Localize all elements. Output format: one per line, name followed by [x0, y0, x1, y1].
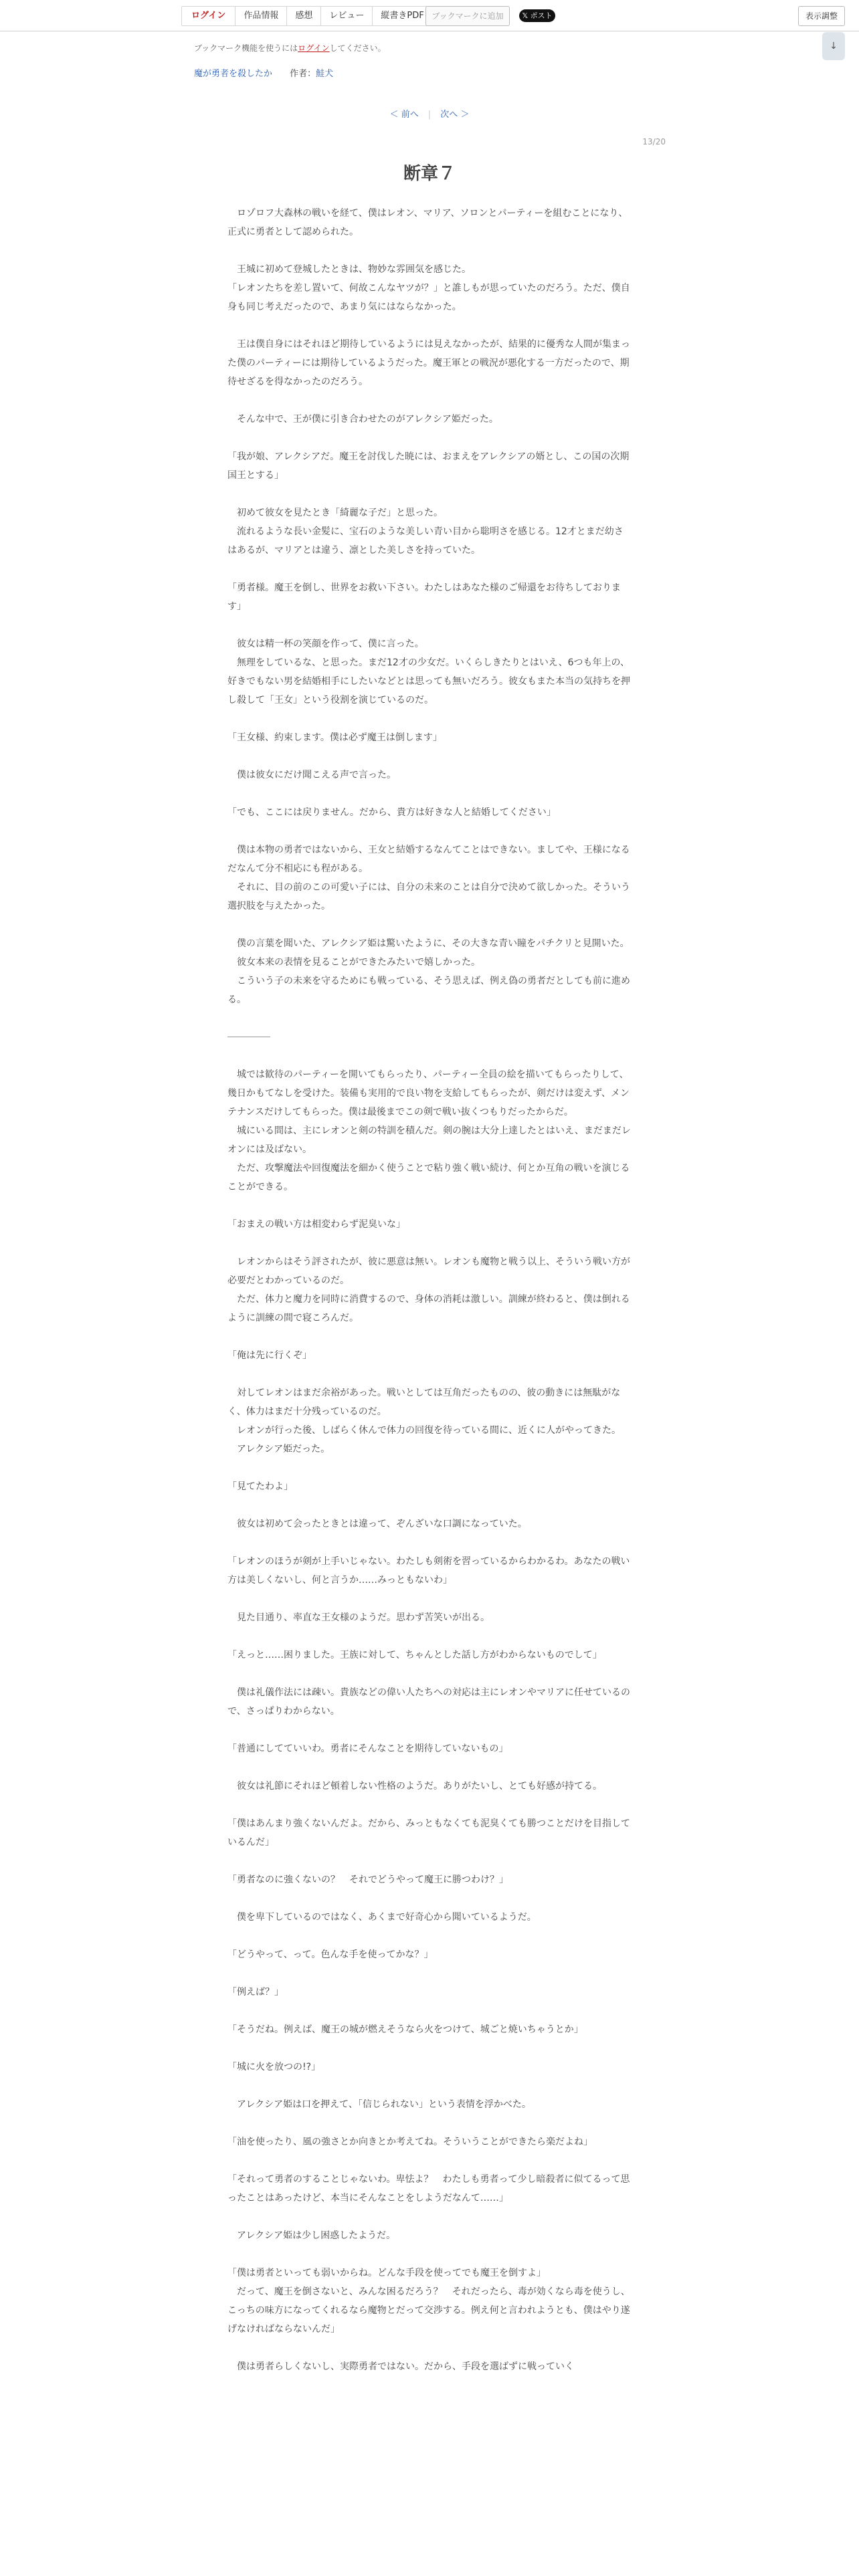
novel-paragraph: 初めて彼女を見たとき「綺麗な子だ」と思った。	[227, 508, 443, 518]
novel-paragraph: 「僕はあんまり強くないんだよ。だから、みっともなくても泥臭くても勝つことだけを目指しているんだ」	[227, 1818, 630, 1848]
blank-line	[227, 2339, 632, 2357]
next-page-link[interactable]: 次へ ＞	[440, 110, 470, 120]
novel-paragraph: 「僕は勇者といっても弱いからね。どんな手段を使ってでも魔王を倒すよ」	[227, 2268, 546, 2278]
novel-paragraph: 僕は本物の勇者ではないから、王女と結婚するなんてことはできない。ましてや、王様になるだなんて分不相応にも程がある。	[227, 845, 630, 874]
blank-line	[227, 784, 632, 803]
blank-line	[227, 616, 632, 635]
novel-paragraph: 王は僕自身にはそれほど期待しているようには見えなかったが、結果的に優秀な人間が集まった僕のパーティーには期待しているようだった。魔王軍との戦況が悪化する一方だったので、期待せざるを得なかったのだろう。	[227, 339, 630, 387]
novel-paragraph: 僕の言葉を聞いた、アレクシア姫は驚いたように、その大きな青い瞳をパチクリと見開いた。	[227, 938, 630, 949]
novel-paragraph: 僕は彼女にだけ聞こえる声で言った。	[227, 770, 396, 780]
novel-paragraph: ただ、体力と魔力を同時に消費するので、身体の消耗は激しい。訓練が終わると、僕は倒れるように訓練の間で寝ころんだ。	[227, 1294, 630, 1323]
series-title-link[interactable]: 魔が勇者を殺したか	[194, 69, 273, 79]
nav-reviews[interactable]: レビュー	[321, 7, 373, 25]
novel-paragraph: 「それって勇者のすることじゃないわ。卑怯よ？ わたしも勇者って少し暗殺者に似てるって思ったことはあったけど、本当にそんなことをしようだなんて……」	[227, 2174, 630, 2204]
blank-line	[227, 2076, 632, 2095]
blank-line	[227, 1590, 632, 1608]
blank-line	[227, 2151, 632, 2170]
blank-line	[227, 391, 632, 410]
novel-paragraph: 王城に初めて登城したときは、物妙な雰囲気を感じた。	[227, 264, 471, 275]
novel-paragraph: 「城に火を放つの!?」	[227, 2062, 321, 2072]
novel-paragraph: アレクシア姫だった。	[227, 1444, 330, 1455]
novel-paragraph: 僕は勇者らしくないし、実際勇者ではない。だから、手段を選ばずに戦っていく	[227, 2361, 574, 2372]
novel-paragraph: アレクシア姫は少し困惑したようだ。	[227, 2230, 396, 2241]
novel-paragraph: ロゾロフ大森林の戦いを経て、僕はレオン、マリア、ソロンとパーティーを組むことになり、正式に勇者として認められた。	[227, 208, 628, 237]
novel-paragraph: 「どうやって、って。色んな手を使ってかな？」	[227, 1949, 434, 1960]
chapter-title: 断章７	[403, 164, 456, 184]
novel-paragraph: 流れるような長い金髪に、宝石のような美しい青い目から聡明さを感じる。12才とまだ幼さはあるが、マリアとは違う、凛とした美しさを持っていた。	[227, 526, 624, 556]
blank-line	[227, 1047, 632, 1065]
display-settings-button[interactable]: 表示調整	[798, 6, 845, 26]
novel-paragraph: 「王女様、約束します。僕は必ず魔王は倒します」	[227, 732, 442, 743]
blank-line	[227, 1927, 632, 1945]
novel-paragraph: 「でも、ここには戻りません。だから、貴方は好きな人と結婚してください」	[227, 807, 556, 818]
blank-line	[227, 710, 632, 728]
novel-paragraph: 「例えば？」	[227, 1987, 284, 1998]
nav-impressions[interactable]: 感想	[287, 7, 321, 25]
author-label: 作者：	[290, 69, 316, 79]
x-post-button[interactable]: 𝕏 ポスト	[519, 9, 555, 22]
blank-line	[227, 1758, 632, 1777]
novel-paragraph: ただ、攻撃魔法や回復魔法を細かく使うことで粘り強く戦い続け、何とか互角の戦いを演じることができる。	[227, 1163, 630, 1192]
top-nav	[181, 6, 433, 26]
novel-paragraph: 見た目通り、率直な王女様のようだ。思わず苦笑いが出る。	[227, 1612, 490, 1623]
novel-paragraph: 「見てたわよ」	[227, 1481, 293, 1492]
series-info	[194, 66, 333, 79]
blank-line	[227, 429, 632, 447]
blank-line	[227, 485, 632, 504]
blank-line	[227, 2002, 632, 2020]
novel-paragraph: 「レオンのほうが剣が上手いじゃない。わたしも剣術を習っているからわかるわ。あなたの戦い方は美しくないし、何と言うか……みっともないわ」	[227, 1556, 630, 1586]
arrow-down-icon: ↓	[830, 41, 838, 51]
blank-line	[227, 316, 632, 335]
author-link[interactable]: 鮭犬	[316, 69, 334, 79]
blank-line	[227, 1889, 632, 1908]
novel-paragraph: だって、魔王を倒さないと、みんな困るだろう？ それだったら、毒が効くなら毒を使うし、こっちの味方になってくれるなら魔物とだって交渉する。例え何と言われようとも、僕はやり遂げなければならないんだ」	[227, 2286, 630, 2335]
novel-paragraph: レオンからはそう評されたが、彼に悪意は無い。レオンも魔物と戦う以上、そういう戦い方が必要だとわかっているのだ。	[227, 1257, 630, 1286]
top-bar	[0, 0, 859, 31]
nav-work-info[interactable]: 作品情報	[235, 7, 287, 25]
blank-line	[227, 2245, 632, 2264]
page-count: 13/20	[642, 137, 666, 146]
novel-paragraph: 「我が娘、アレクシアだ。魔王を討伐した暁には、おまえをアレクシアの婿とし、この国の次期国王とする」	[227, 451, 630, 481]
novel-paragraph: 彼女は初めて会ったときとは違って、ぞんざいな口調になっていた。	[227, 1519, 527, 1529]
novel-paragraph: 「そうだね。例えば、魔王の城が燃えそうなら火をつけて、城ごと焼いちゃうとか」	[227, 2024, 583, 2035]
blank-line	[227, 2039, 632, 2058]
nav-login[interactable]: ログイン	[182, 7, 235, 25]
novel-paragraph: 「俺は先に行くぞ」	[227, 1350, 312, 1361]
blank-line	[227, 1964, 632, 1983]
bookmark-note-pre: ブックマーク機能を使うには	[194, 43, 298, 53]
novel-paragraph: 「レオンたちを差し置いて、何故こんなヤツが？」と誰しもが思っていたのだろう。ただ、僕自身も同じ考えだったので、あまり気にはならなかった。	[227, 283, 630, 312]
blank-line	[227, 1234, 632, 1253]
novel-paragraph: 城では歓待のパーティーを開いてもらったり、パーティー全員の絵を描いてもらったりして、幾日かもてなしを受けた。装備も実用的で良い物を支給してもらったが、剣だけは変えず、メンテナンスだけしてもらった。僕は最後までこの剣で戦い抜くつもりだったからだ。	[227, 1069, 630, 1117]
blank-line	[227, 1365, 632, 1384]
novel-paragraph: 「えっと……困りました。王族に対して、ちゃんとした話し方がわからないものでして」	[227, 1650, 602, 1660]
login-link[interactable]: ログイン	[298, 43, 330, 53]
blank-line	[227, 1533, 632, 1552]
novel-paragraph: 「おまえの戦い方は相変わらず泥臭いな」	[227, 1219, 405, 1230]
blank-line	[227, 1196, 632, 1215]
pager-separator: |	[427, 110, 432, 120]
novel-paragraph: それに、目の前のこの可愛い子には、自分の未来のことは自分で決めて欲しかった。そういう選択肢を与えたかった。	[227, 882, 630, 911]
novel-paragraph: 僕を卑下しているのではなく、あくまで好奇心から聞いているようだ。	[227, 1912, 537, 1923]
bookmark-note-post: してください。	[329, 43, 386, 53]
scroll-down-button[interactable]	[822, 32, 845, 60]
blank-line	[227, 2208, 632, 2226]
novel-paragraph: 「普通にしてていいわ。勇者にそんなことを期待していないもの」	[227, 1743, 508, 1754]
novel-paragraph: アレクシア姫は口を押えて、「信じられない」という表情を浮かべた。	[227, 2099, 531, 2110]
blank-line	[227, 916, 632, 934]
novel-paragraph: こういう子の未来を守るためにも戦っている、そう思えば、例え偽の勇者だとしても前に進める。	[227, 976, 630, 1005]
novel-paragraph: 「勇者様。魔王を倒し、世界をお救い下さい。わたしはあなた様のご帰還をお待ちしております」	[227, 582, 621, 612]
novel-paragraph: 城にいる間は、主にレオンと剣の特訓を積んだ。剣の腕は大分上達したとはいえ、まだまだレオンには及ばない。	[227, 1125, 631, 1155]
blank-line	[227, 1627, 632, 1646]
novel-paragraph: 彼女本来の表情を見ることができたみたいで嬉しかった。	[227, 957, 480, 968]
novel-paragraph: 「油を使ったり、風の強さとか向きとか考えてね。そういうことができたら楽だよね」	[227, 2137, 593, 2147]
blank-line	[227, 1796, 632, 1814]
novel-paragraph: 無理をしているな、と思った。まだ12才の少女だ。いくらしきたりとはいえ、6つも年上の、好きでもない男を結婚相手にしたいなどとは思っても無いだろう。彼女もまた本当の気持ちを押し殺して「王女」という役割を演じているのだ。	[227, 657, 630, 706]
blank-line	[227, 747, 632, 766]
add-bookmark-button[interactable]: ブックマークに追加	[425, 6, 510, 26]
novel-paragraph: レオンが行った後、しばらく休んで体力の回復を待っている間に、近くに人がやってきた。	[227, 1425, 621, 1436]
novel-paragraph: そんな中で、王が僕に引き合わせたのがアレクシア姫だった。	[227, 414, 498, 425]
blank-line	[227, 241, 632, 260]
blank-line	[227, 560, 632, 578]
blank-line	[227, 1721, 632, 1739]
novel-paragraph: 彼女は精一杯の笑顔を作って、僕に言った。	[227, 639, 424, 649]
blank-line	[227, 1009, 632, 1028]
novel-paragraph: 僕は礼儀作法には疎い。貴族などの偉い人たちへの対応は主にレオンやマリアに任せているので、さっぱりわからない。	[227, 1687, 630, 1717]
novel-paragraph: 「勇者なのに強くないの？ それでどうやって魔王に勝つわけ？」	[227, 1874, 508, 1885]
blank-line	[227, 822, 632, 841]
blank-line	[227, 2114, 632, 2133]
novel-body	[227, 204, 632, 2376]
novel-paragraph: 彼女は礼節にそれほど頓着しない性格のようだ。ありがたいし、とても好感が持てる。	[227, 1781, 602, 1792]
blank-line	[227, 1459, 632, 1477]
bookmark-login-note	[194, 42, 386, 53]
blank-line	[227, 1496, 632, 1515]
blank-line	[227, 1852, 632, 1870]
prev-page-link[interactable]: ＜ 前へ	[389, 110, 419, 120]
blank-line	[227, 1665, 632, 1683]
nav-vertical-pdf[interactable]: 縦書きPDF	[381, 11, 424, 21]
blank-line	[227, 1327, 632, 1346]
pager	[0, 107, 859, 120]
novel-paragraph: 対してレオンはまだ余裕があった。戦いとしては互角だったものの、彼の動きには無駄がなく、体力はまだ十分残っているのだ。	[227, 1388, 621, 1417]
